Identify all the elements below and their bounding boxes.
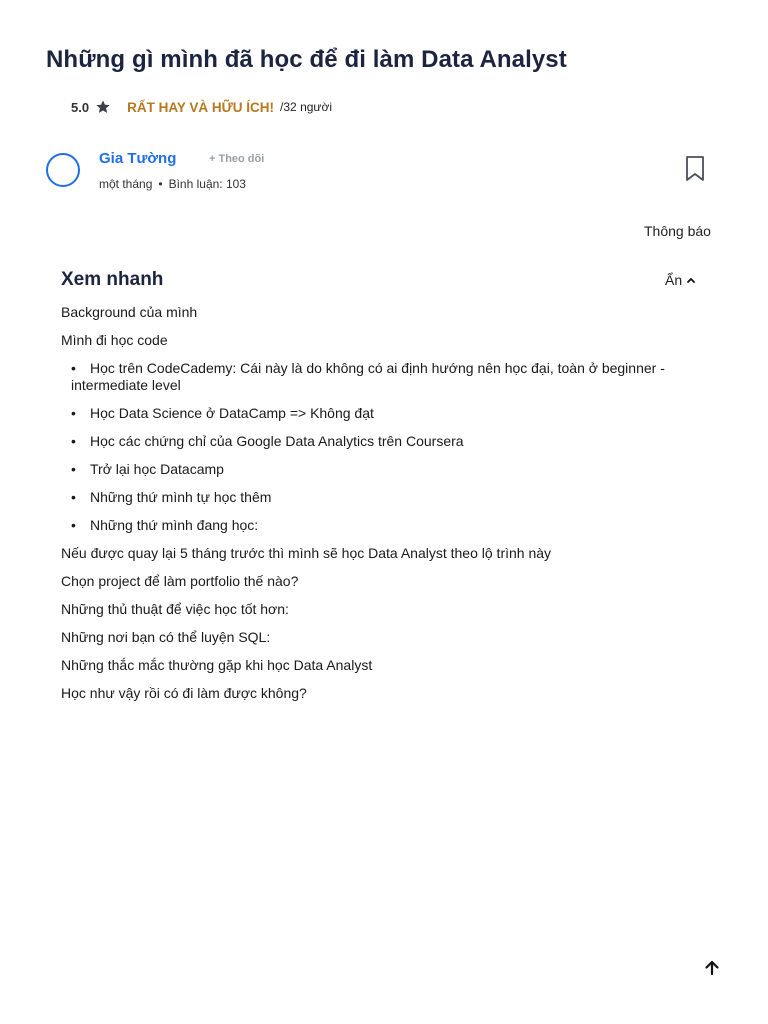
toc-subitem-link[interactable]: Trở lại học Datacamp [90,461,224,477]
toc-sublist [61,360,701,534]
toc-subitem: • Những thứ mình tự học thêm [71,489,272,505]
toc-title: Xem nhanh [61,269,164,290]
report-link[interactable]: Thông báo [644,223,711,239]
toc-subitem: • Học các chứng chỉ của Google Data Analytics trên Coursera [71,433,464,449]
toc-item[interactable]: Những nơi bạn có thể luyện SQL: [61,629,271,645]
toc-item[interactable]: Background của mình [61,304,198,320]
toc-toggle-label: Ẩn [665,272,683,288]
toc-toggle-button[interactable] [665,272,696,288]
toc-subitem-link[interactable]: Học trên CodeCademy: Cái này là do không có ai định hướng nên học đại, toàn ở beginner - intermediate level [71,360,665,393]
toc-subitem: • Học trên CodeCademy: Cái này là do không có ai định hướng nên học đại, toàn ở beginner - intermediate level [71,360,665,393]
toc-item[interactable]: Chọn project để làm portfolio thế nào? [61,573,299,589]
toc-item[interactable]: Nếu được quay lại 5 tháng trước thì mình sẽ học Data Analyst theo lộ trình này [61,545,552,561]
star-icon [95,99,111,115]
rating-score: 5.0 [71,99,90,115]
article-title: Những gì mình đã học để đi làm Data Analyst [46,46,567,73]
toc-subitem: • Trở lại học Datacamp [71,461,224,477]
toc-subitem: • Những thứ mình đang học: [71,517,259,533]
article-meta [99,177,246,191]
avatar[interactable] [46,153,80,187]
bookmark-icon[interactable] [684,155,706,183]
rating-label: RẤT HAY VÀ HỮU ÍCH! [127,99,275,115]
toc-item[interactable]: Học như vậy rồi có đi làm được không? [61,685,307,701]
rating-row [71,99,332,115]
chevron-up-icon [686,275,696,285]
comment-count[interactable]: Bình luận: 103 [168,177,246,191]
author-name[interactable]: Gia Tường [99,150,177,167]
toc-item[interactable]: Những thủ thuật để việc học tốt hơn: [61,601,289,617]
separator-dot: • [158,177,163,191]
arrow-up-icon[interactable] [702,958,722,978]
follow-button[interactable]: + Theo dõi [209,153,265,165]
rating-count: /32 người [280,100,332,114]
toc-subitem-link[interactable]: Những thứ mình tự học thêm [90,489,272,505]
toc-list [61,304,701,713]
toc-subitem-link[interactable]: Học các chứng chỉ của Google Data Analytics trên Coursera [90,433,464,449]
toc-subitem: • Học Data Science ở DataCamp => Không đạt [71,405,374,421]
toc-subitem-link[interactable]: Học Data Science ở DataCamp => Không đạt [90,405,374,421]
toc-item[interactable]: Những thắc mắc thường gặp khi học Data Analyst [61,657,373,673]
toc-item[interactable]: Mình đi học code [61,332,168,348]
toc-subitem-link[interactable]: Những thứ mình đang học: [90,517,259,533]
post-time: một tháng [99,177,153,191]
